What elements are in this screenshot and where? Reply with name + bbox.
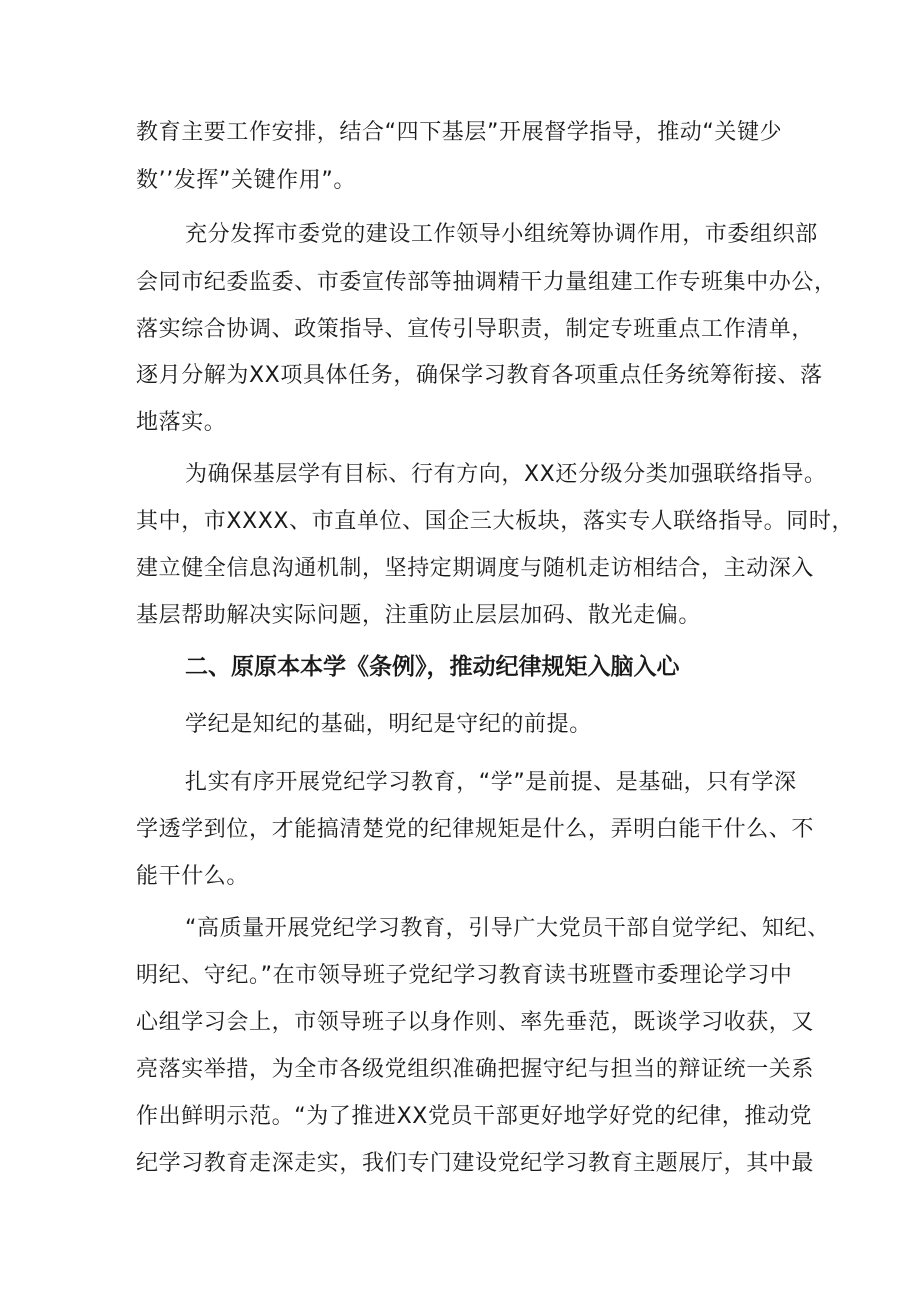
paragraph-line: 数’’发挥”关键作用”。 (136, 168, 356, 193)
paragraph-line: “高质量开展党纪学习教育，引导广大党员干部自觉学纪、知纪、 (185, 916, 830, 941)
paragraph-line: 会同市纪委监委、市委宣传部等抽调精干力量组建工作专班集中办公， (136, 270, 837, 295)
paragraph-line: 充分发挥市委党的建设工作领导小组统筹协调作用，市委组织部 (185, 222, 818, 247)
paragraph-line: 学纪是知纪的基础，明纪是守纪的前提。 (185, 712, 592, 737)
paragraph-line: 作出鲜明示范。“为了推进XX党员干部更好地学好党的纪律，推动党 (136, 1104, 813, 1129)
paragraph-line: 扎实有序开展党纪学习教育，“学”是前提、是基础，只有学深 (185, 770, 797, 795)
paragraph-line: 落实综合协调、政策指导、宣传引导职责，制定专班重点工作清单， (136, 317, 815, 342)
paragraph-line: 教育主要工作安排，结合“四下基层”开展督学指导，推动“关键少 (136, 120, 783, 145)
paragraph-line: 纪学习教育走深走实，我们专门建设党纪学习教育主题展厅，其中最 (136, 1151, 815, 1176)
paragraph-line: 地落实。 (136, 410, 227, 435)
paragraph-line: 亮落实举措，为全市各级党组织准确把握守纪与担当的辩证统一关系 (136, 1057, 815, 1082)
paragraph-line: 能干什么。 (136, 864, 250, 889)
paragraph-line: 基层帮助解决实际问题，注重防止层层加码、散光走偏。 (136, 603, 702, 628)
section-heading: 二、原原本本学《条例》，推动纪律规矩入脑入心 (185, 654, 680, 680)
paragraph-line: 明纪、守纪。”在市领导班子党纪学习教育读书班暨市委理论学习中 (136, 963, 793, 988)
paragraph-line: 为确保基层学有目标、行有方向，XX还分级分类加强联络指导。 (185, 462, 827, 487)
paragraph-line: 学透学到位，才能搞清楚党的纪律规矩是什么，弄明白能干什么、不 (136, 817, 815, 842)
paragraph-line: 心组学习会上，市领导班子以身作则、率先垂范，既谈学习收获，又 (136, 1010, 815, 1035)
paragraph-line: 建立健全信息沟通机制，坚持定期调度与随机走访相结合，主动深入 (136, 556, 815, 581)
paragraph-line: 其中，市XXXX、市直单位、国企三大板块，落实专人联络指导。同时， (136, 509, 855, 534)
paragraph-line: 逐月分解为XX项具体任务，确保学习教育各项重点任务统筹衔接、落 (136, 363, 823, 388)
